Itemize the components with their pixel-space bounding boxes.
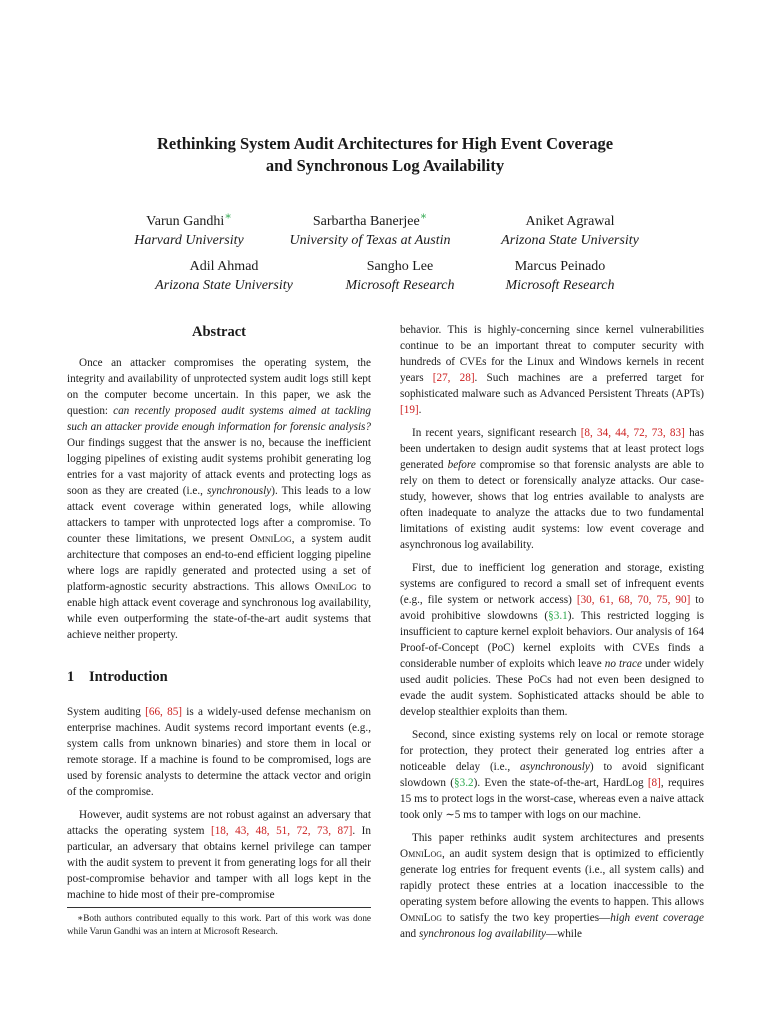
author-affiliation: University of Texas at Austin bbox=[289, 233, 451, 248]
citation-link[interactable]: [19] bbox=[400, 404, 419, 416]
system-name: OmniLog bbox=[400, 848, 443, 860]
right-column bbox=[400, 322, 704, 942]
system-name: OmniLog bbox=[249, 533, 292, 545]
author-affiliation: Arizona State University bbox=[501, 233, 639, 248]
author-name: Varun Gandhi bbox=[146, 214, 225, 229]
body-paragraph: First, due to inefficient log generation and storage, existing systems are configured to record a small set of infrequent events (e.g., file system or network access) [30, 61, 68, 70, 75, 90] to avoid prohibitive slowdowns (§3.1). This restricted logging is insufficient to capture kernel exploit behaviors. Our analysis of 164 Proof-of-Concept (PoC) kernel exploits with CVEs finds a considerable number of exploits which leave no trace under widely used audit policies. These PoCs had not even been designed to evade the audit system. Sophisticated attacks should be able to develop stealthier exploits than them. bbox=[400, 562, 705, 718]
section-ref-link[interactable]: §3.2 bbox=[454, 777, 474, 789]
title-line-2: and Synchronous Log Availability bbox=[265, 156, 505, 175]
footnote bbox=[67, 907, 371, 938]
author-affiliation: Arizona State University bbox=[155, 278, 293, 293]
author-name: Marcus Peinado bbox=[514, 259, 606, 274]
author-name: Aniket Agrawal bbox=[525, 214, 615, 229]
body-paragraph: Second, since existing systems rely on local or remote storage for protection, they protect their generated log entries after a noticeable delay (i.e., asynchronously) to avoid significant slowdown (§3.2). Even the state-of-the-art, HardLog [8], requires 15 ms to protect logs in the worst-case, whereas even a naive attack took only ∼5 ms to tamper with logs on our machine. bbox=[400, 729, 704, 821]
author-affiliation: Microsoft Research bbox=[345, 278, 455, 293]
citation-link[interactable]: [30, 61, 68, 70, 75, 90] bbox=[576, 594, 691, 606]
author-block bbox=[480, 257, 640, 295]
citation-link[interactable]: [66, 85] bbox=[145, 706, 183, 718]
section-ref-link[interactable]: §3.1 bbox=[548, 610, 568, 622]
body-paragraph: System auditing [66, 85] is a widely-used defense mechanism on enterprise machines. Audit systems record important events (e.g., system calls from unknown binaries) and store them in local or remote storage. If a machine is found to be compromised, logs are used by forensic analysts to determine the attack vector and origin of the compromise. bbox=[67, 706, 371, 798]
author-block bbox=[270, 212, 470, 250]
author-name: Adil Ahmad bbox=[189, 259, 259, 274]
citation-link[interactable]: [8] bbox=[647, 777, 661, 789]
system-name: OmniLog bbox=[400, 912, 443, 924]
citation-link[interactable]: [27, 28] bbox=[432, 372, 475, 384]
citation-link[interactable]: [18, 43, 48, 51, 72, 73, 87] bbox=[210, 825, 353, 837]
author-block bbox=[320, 257, 480, 295]
abstract-heading: Abstract bbox=[192, 324, 246, 340]
author-affiliation: Harvard University bbox=[134, 233, 244, 248]
body-paragraph: behavior. This is highly-concerning since kernel vulnerabilities continue to be an important threat to computer security with hundreds of CVEs for the Linux and Windows kernels in recent years [27, 28]. Such machines are a preferred target for sophisticated malware such as Advanced Persistent Threats (APTs) [19]. bbox=[400, 324, 704, 416]
body-paragraph: This paper rethinks audit system architectures and presents OmniLog, an audit system design that is optimized to efficiently generate log entries for frequent events (i.e., all system calls) and rapidly protect these entries at a location inaccessible to the operating system before allowing the events to happen. This allows OmniLog to satisfy the two key properties—high event coverage and synchronous log availability—while bbox=[400, 832, 704, 940]
footnote-text: ∗Both authors contributed equally to this work. Part of this work was done while Varun Gandhi was an intern at Microsoft Research. bbox=[67, 913, 371, 936]
abstract-paragraph: Once an attacker compromises the operating system, the integrity and availability of unprotected system audit logs still kept on the computer become uncertain. In this paper, we ask the question: can recently proposed audit systems aimed at tackling such an attacker provide enough information for forensic analysis? Our findings suggest that the answer is no, because the inefficient logging pipelines of existing audit systems prohibit generating log entries for a vast majority of attack events and protecting logs as soon as they are created (i.e., synchronously). This leads to a low attack event coverage within generated logs, while allowing attackers to tamper with unprotected logs after a compromise. To counter these limitations, we present OmniLog, a system audit architecture that composes an end-to-end efficient logging pipeline where logs are rapidly generated and protected using a set of platform-agnostic security abstractions. This allows OmniLog to enable high attack event coverage and synchronous log availability, while even outperforming the state-of-the-art audit systems that achieve neither property. bbox=[67, 357, 371, 641]
section-heading bbox=[67, 667, 371, 687]
author-block bbox=[134, 257, 314, 295]
left-column bbox=[67, 322, 371, 903]
title-line-1: Rethinking System Audit Architectures for High Event Coverage bbox=[156, 134, 614, 153]
body-paragraph: In recent years, significant research [8, 34, 44, 72, 73, 83] has been undertaken to design audit systems that at least protect logs generated before compromise so that forensic analysts are able to rely on them to detect or forensically analyze attacks. Our case-study, however, shows that log entries available to analysts are often inadequate to analyze the attacks due to two fundamental limitations of existing audit systems: low event coverage and asynchronous log availability. bbox=[400, 427, 705, 551]
author-name: Sangho Lee bbox=[366, 259, 434, 274]
author-affiliation: Microsoft Research bbox=[505, 278, 615, 293]
citation-link[interactable]: [8, 34, 44, 72, 73, 83] bbox=[580, 427, 685, 439]
author-block bbox=[480, 212, 660, 250]
system-name: OmniLog bbox=[314, 581, 357, 593]
equal-contribution-mark: ∗ bbox=[224, 210, 232, 223]
author-block bbox=[104, 212, 274, 250]
equal-contribution-mark: ∗ bbox=[419, 210, 428, 223]
section-number: 1 bbox=[67, 669, 75, 685]
section-title: Introduction bbox=[89, 669, 168, 685]
author-name: Sarbartha Banerjee bbox=[312, 214, 420, 229]
body-paragraph: However, audit systems are not robust against an adversary that attacks the operating system [18, 43, 48, 51, 72, 73, 87]. In particular, an adversary that obtains kernel privilege can tamper with the audit system to prevent it from generating logs for all their post-compromise behavior and tamper with all logs kept in the machine to hide most of their pre-compromise bbox=[67, 809, 371, 901]
paper-title bbox=[60, 133, 710, 177]
